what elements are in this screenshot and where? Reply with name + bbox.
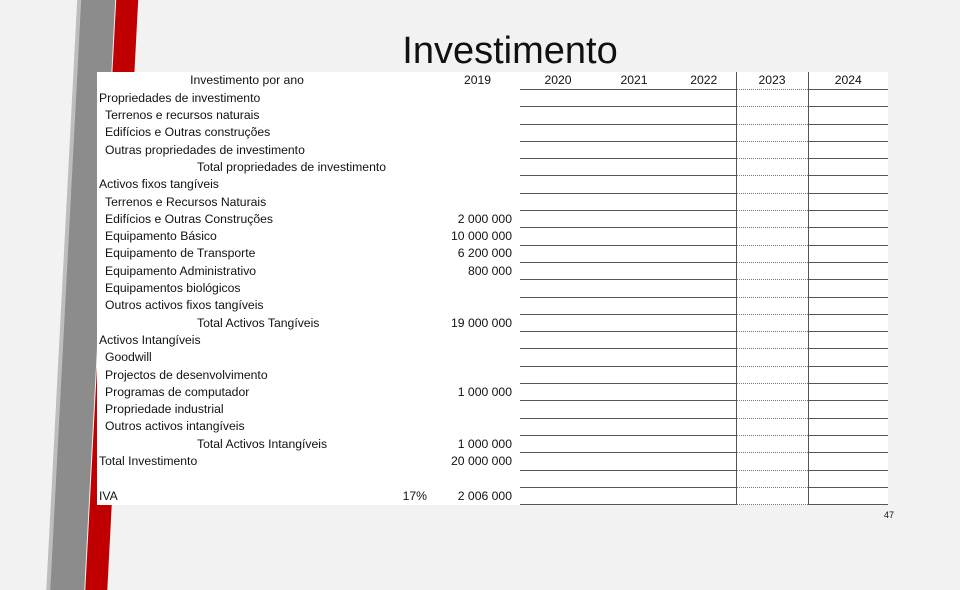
investment-table [97,72,888,505]
row-value-2021 [596,366,672,383]
header-year-2023: 2023 [736,72,808,90]
row-label: Equipamento de Transporte [105,246,256,261]
row-value-2019: 2 000 000 [457,211,512,226]
row-value-2019 [435,176,520,193]
row-value-2022 [672,262,736,279]
row-value-2021 [596,211,672,228]
table-row [97,487,888,504]
row-value-2023 [736,487,808,504]
row-pct [397,193,435,210]
row-value-2022 [672,176,736,193]
table-row [97,159,888,176]
row-value-2022 [672,435,736,452]
row-value-2020 [520,384,596,401]
slide-title: Investimento [402,30,618,72]
row-value-2020 [520,141,596,158]
row-value-2019 [435,159,520,176]
row-value-2022 [672,193,736,210]
row-value-2019 [435,332,520,349]
row-value-2019 [435,90,520,107]
row-label: Propriedades de investimento [99,90,261,105]
row-value-2021 [596,349,672,366]
row-value-2023 [736,262,808,279]
row-value-2021 [596,159,672,176]
row-value-2020 [520,90,596,107]
row-value-2023 [736,211,808,228]
row-value-2019 [435,297,520,314]
row-value-2021 [596,314,672,331]
row-pct [397,453,435,470]
header-year-2024: 2024 [808,72,888,90]
row-value-2021 [596,245,672,262]
row-value-2019 [435,349,520,366]
row-value-2021 [596,470,672,487]
table-row [97,124,888,141]
row-value-2019 [435,107,520,124]
row-value-2019 [435,193,520,210]
row-value-2023 [736,418,808,435]
table-row [97,193,888,210]
table-row [97,314,888,331]
row-value-2020 [520,435,596,452]
row-value-2022 [672,211,736,228]
row-value-2021 [596,384,672,401]
table-row [97,332,888,349]
row-value-2019 [435,366,520,383]
row-value-2020 [520,262,596,279]
row-pct [397,90,435,107]
row-value-2024 [808,470,888,487]
row-pct [397,314,435,331]
row-value-2023 [736,314,808,331]
table-row [97,245,888,262]
row-value-2020 [520,176,596,193]
row-value-2019 [435,141,520,158]
row-value-2022 [672,280,736,297]
row-value-2023 [736,107,808,124]
row-value-2022 [672,470,736,487]
row-value-2024 [808,418,888,435]
row-label: Outros activos intangíveis [105,419,245,434]
row-value-2024 [808,141,888,158]
row-pct [397,332,435,349]
row-value-2020 [520,193,596,210]
table-row [97,366,888,383]
table-row [97,401,888,418]
row-value-2019: 10 000 000 [451,229,512,244]
row-value-2024 [808,487,888,504]
row-value-2023 [736,280,808,297]
row-value-2021 [596,297,672,314]
row-pct [397,297,435,314]
row-label: Activos Intangíveis [99,332,201,347]
row-value-2020 [520,418,596,435]
page-number: 47 [884,510,895,520]
row-value-2019 [435,418,520,435]
row-value-2024 [808,176,888,193]
row-value-2020 [520,401,596,418]
row-pct [397,349,435,366]
row-value-2022 [672,107,736,124]
table-header-row [97,72,888,90]
row-value-2023 [736,332,808,349]
table-row [97,141,888,158]
row-value-2023 [736,124,808,141]
row-label: Total Investimento [99,454,198,469]
row-value-2020 [520,280,596,297]
row-value-2023 [736,435,808,452]
row-label: IVA [99,488,118,503]
row-value-2020 [520,124,596,141]
row-label: Outros activos fixos tangíveis [105,298,264,313]
row-value-2024 [808,384,888,401]
investment-table-sheet [97,72,888,505]
row-value-2023 [736,228,808,245]
row-value-2024 [808,453,888,470]
row-pct [397,435,435,452]
row-value-2022 [672,124,736,141]
row-value-2024 [808,211,888,228]
row-label: Programas de computador [105,384,250,399]
table-row [97,453,888,470]
row-value-2022 [672,487,736,504]
row-pct [397,384,435,401]
row-label: Goodwill [105,350,152,365]
row-value-2023 [736,297,808,314]
row-value-2021 [596,107,672,124]
row-label: Edifícios e Outras construções [105,125,271,140]
row-value-2019: 6 200 000 [457,246,512,261]
row-value-2022 [672,228,736,245]
row-pct: 17% [402,488,427,503]
row-value-2023 [736,349,808,366]
row-label: Activos fixos tangíveis [99,177,219,192]
row-value-2019: 2 006 000 [457,488,512,503]
row-value-2024 [808,332,888,349]
header-year-2019: 2019 [463,73,492,87]
row-value-2020 [520,487,596,504]
row-value-2024 [808,228,888,245]
row-value-2020 [520,349,596,366]
row-label: Terrenos e Recursos Naturais [105,194,267,209]
row-value-2019: 1 000 000 [457,384,512,399]
row-value-2021 [596,280,672,297]
row-value-2022 [672,332,736,349]
table-row [97,211,888,228]
row-pct [397,228,435,245]
row-value-2022 [672,384,736,401]
row-label: Equipamentos biológicos [105,281,241,296]
table-row [97,90,888,107]
table-row [97,107,888,124]
row-pct [397,159,435,176]
row-label: Propriedade industrial [105,402,224,417]
row-value-2022 [672,141,736,158]
row-value-2021 [596,418,672,435]
row-value-2019 [435,470,520,487]
row-value-2024 [808,159,888,176]
row-value-2020 [520,297,596,314]
table-row [97,297,888,314]
row-value-2022 [672,90,736,107]
row-label: Edifícios e Outras Construções [105,211,273,226]
row-value-2022 [672,453,736,470]
row-value-2023 [736,159,808,176]
row-label: Total Activos Intangíveis [197,436,328,451]
row-pct [397,366,435,383]
row-pct [397,245,435,262]
row-value-2022 [672,297,736,314]
row-value-2019 [435,401,520,418]
row-value-2020 [520,470,596,487]
header-pct [397,72,435,90]
row-value-2022 [672,159,736,176]
row-value-2023 [736,245,808,262]
row-value-2019 [435,280,520,297]
row-value-2020 [520,245,596,262]
row-value-2023 [736,453,808,470]
row-label: Outras propriedades de investimento [105,142,305,157]
row-value-2024 [808,297,888,314]
row-value-2021 [596,176,672,193]
table-row [97,470,888,487]
table-row [97,228,888,245]
row-value-2021 [596,332,672,349]
table-row [97,262,888,279]
row-value-2019: 20 000 000 [451,454,512,469]
row-label: Equipamento Administrativo [105,263,257,278]
row-value-2024 [808,90,888,107]
row-pct [397,141,435,158]
row-value-2021 [596,435,672,452]
header-year-2022: 2022 [672,72,736,90]
row-value-2020 [520,366,596,383]
table-row [97,280,888,297]
row-value-2024 [808,401,888,418]
header-year-2021: 2021 [596,72,672,90]
row-value-2023 [736,470,808,487]
row-value-2023 [736,384,808,401]
row-value-2020 [520,314,596,331]
row-value-2024 [808,366,888,383]
row-pct [397,211,435,228]
row-value-2023 [736,141,808,158]
row-value-2024 [808,245,888,262]
row-value-2022 [672,401,736,418]
row-pct [397,262,435,279]
row-pct [397,107,435,124]
row-pct [397,418,435,435]
row-value-2019 [435,124,520,141]
table-row [97,384,888,401]
row-value-2021 [596,453,672,470]
row-label: Total propriedades de investimento [197,159,387,174]
row-value-2021 [596,487,672,504]
table-row [97,418,888,435]
row-value-2019: 1 000 000 [457,436,512,451]
row-value-2024 [808,107,888,124]
row-label: Total Activos Tangíveis [197,315,320,330]
row-value-2024 [808,280,888,297]
row-value-2024 [808,314,888,331]
row-value-2021 [596,228,672,245]
row-label [97,470,397,487]
row-value-2023 [736,401,808,418]
row-value-2023 [736,176,808,193]
row-value-2020 [520,332,596,349]
row-value-2020 [520,211,596,228]
row-value-2020 [520,453,596,470]
table-row [97,435,888,452]
row-value-2019: 19 000 000 [451,315,512,330]
row-value-2020 [520,159,596,176]
row-pct [397,401,435,418]
row-value-2021 [596,141,672,158]
row-value-2021 [596,90,672,107]
row-label: Terrenos e recursos naturais [105,108,260,123]
row-value-2019: 800 000 [467,263,512,278]
row-pct [397,470,435,487]
row-value-2021 [596,262,672,279]
row-value-2022 [672,349,736,366]
row-value-2021 [596,124,672,141]
row-label: Equipamento Básico [105,229,217,244]
row-pct [397,124,435,141]
row-value-2021 [596,401,672,418]
row-value-2022 [672,418,736,435]
row-value-2022 [672,245,736,262]
row-value-2020 [520,107,596,124]
table-row [97,176,888,193]
row-value-2020 [520,228,596,245]
row-value-2021 [596,193,672,210]
header-year-2020: 2020 [520,72,596,90]
row-label: Projectos de desenvolvimento [105,367,268,382]
row-value-2023 [736,90,808,107]
row-value-2024 [808,262,888,279]
row-value-2024 [808,349,888,366]
row-value-2024 [808,124,888,141]
row-pct [397,176,435,193]
row-value-2023 [736,366,808,383]
row-value-2022 [672,366,736,383]
row-value-2022 [672,314,736,331]
row-value-2024 [808,435,888,452]
row-value-2023 [736,193,808,210]
table-row [97,349,888,366]
header-label: Investimento por ano [190,73,304,87]
row-value-2024 [808,193,888,210]
row-pct [397,280,435,297]
